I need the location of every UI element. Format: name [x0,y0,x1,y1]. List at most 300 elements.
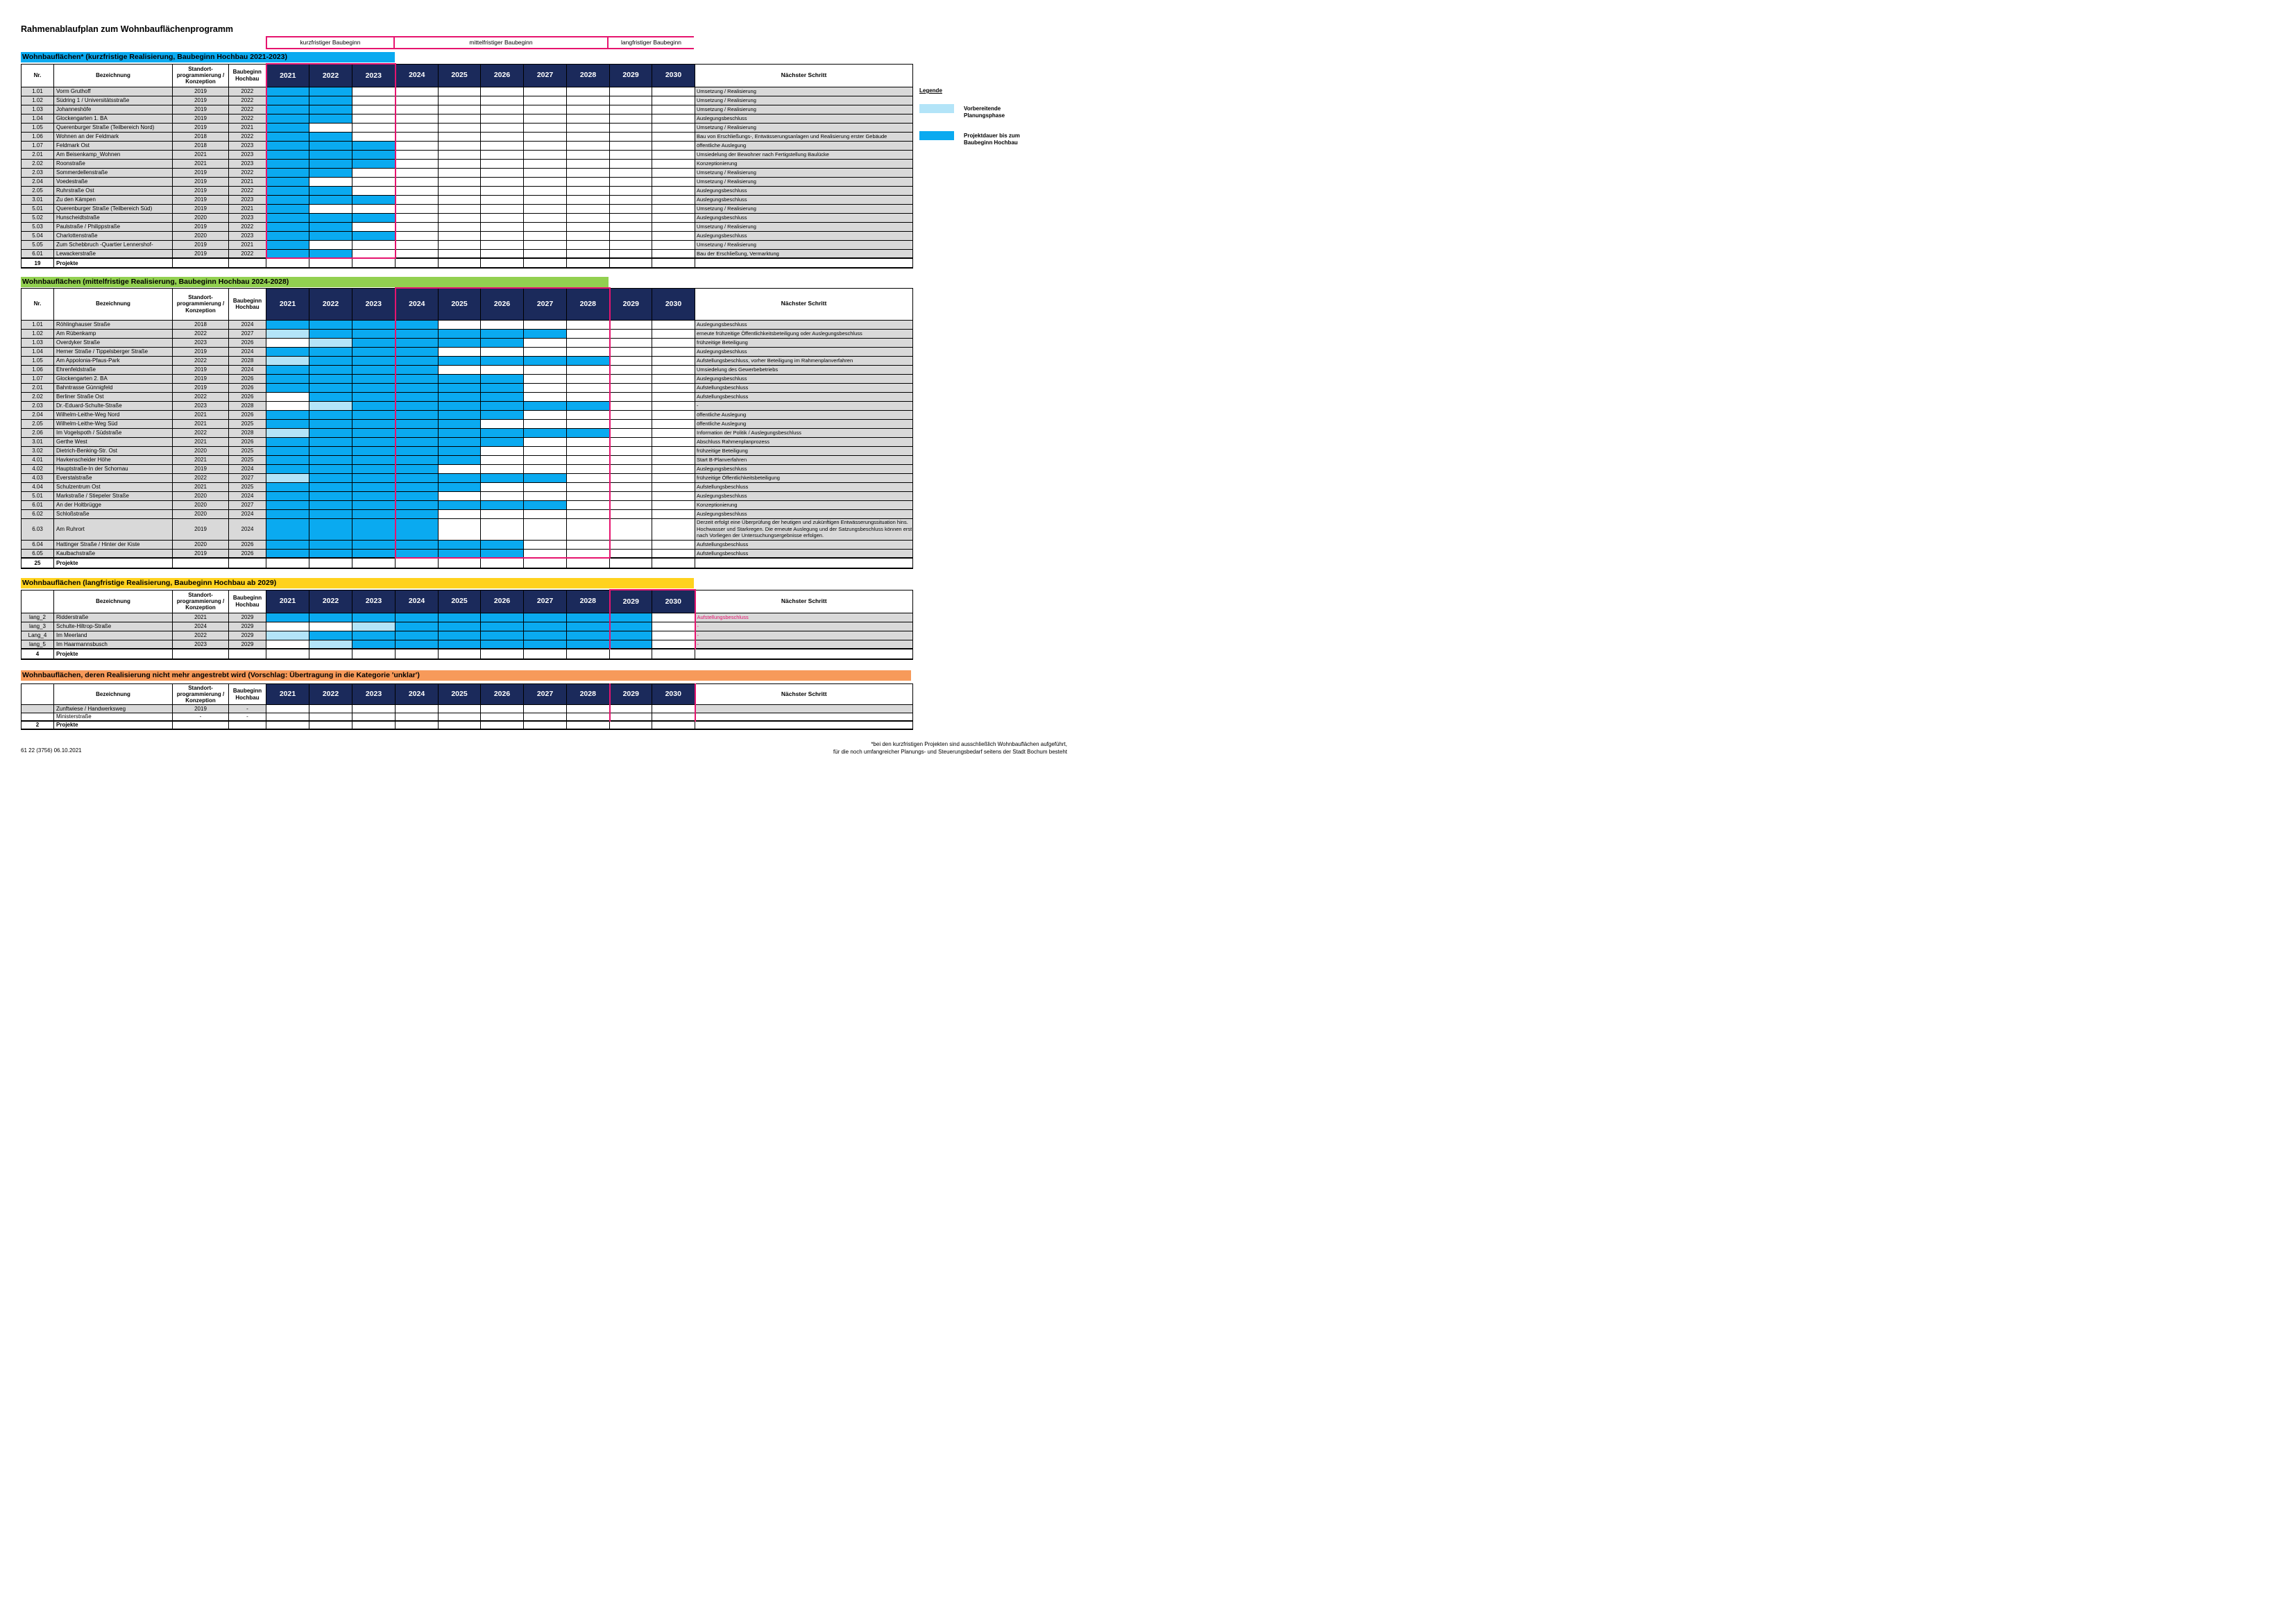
row-baubeginn: 2023 [229,213,266,222]
col-header-year-2023: 2023 [352,288,396,320]
timeline-cell-2030 [652,428,695,437]
row-nr: 1.04 [22,114,54,123]
row-standort: 2019 [173,249,229,258]
timeline-cell-2023 [352,240,396,249]
timeline-cell-2026 [481,96,524,105]
table-total-row [22,558,913,568]
timeline-cell-2029 [610,114,652,123]
col-header-year-2024: 2024 [396,64,439,87]
row-next-step: Umsetzung / Realisierung [695,96,913,105]
timeline-cell-2026 [481,464,524,473]
timeline-cell-2024 [396,249,439,258]
row-name: Im Vogelspoth / Südstraße [54,428,173,437]
total-empty [309,558,352,568]
row-nr: 6.05 [22,549,54,558]
col-header-year-2028: 2028 [567,64,610,87]
timeline-cell-2027 [524,464,567,473]
timeline-cell-2029 [610,96,652,105]
timeline-cell-2021 [266,491,309,500]
timeline-cell-2027 [524,473,567,482]
timeline-cell-2024 [396,401,439,410]
timeline-cell-2029 [610,231,652,240]
total-empty [695,649,913,659]
timeline-cell-2025 [439,114,481,123]
timeline-cell-2030 [652,455,695,464]
timeline-cell-2025 [439,518,481,540]
timeline-cell-2024 [396,87,439,96]
timeline-cell-2024 [396,383,439,392]
table-total-row [22,721,913,729]
timeline-cell-2030 [652,549,695,558]
col-header-year-2025: 2025 [439,590,481,613]
timeline-cell-2022 [309,186,352,195]
total-empty [610,721,652,729]
legend-label-project: Projektdauer bis zum Baubeginn Hochbau [964,133,1020,146]
row-nr: 2.03 [22,168,54,177]
timeline-cell-2028 [567,123,610,132]
row-baubeginn: 2028 [229,401,266,410]
timeline-cell-2024 [396,347,439,356]
timeline-cell-2022 [309,249,352,258]
row-baubeginn: 2023 [229,150,266,159]
timeline-cell-2027 [524,410,567,419]
row-baubeginn: 2023 [229,195,266,204]
timeline-cell-2030 [652,186,695,195]
timeline-cell-2023 [352,713,396,721]
timeline-cell-2024 [396,204,439,213]
table-row [22,168,913,177]
timeline-cell-2025 [439,159,481,168]
row-standort: 2019 [173,705,229,713]
table-row [22,320,913,329]
timeline-cell-2026 [481,518,524,540]
timeline-cell-2027 [524,141,567,150]
col-header-year-2028: 2028 [567,288,610,320]
timeline-cell-2028 [567,240,610,249]
row-nr: 4.01 [22,455,54,464]
row-nr: 2.01 [22,383,54,392]
timeline-cell-2022 [309,222,352,231]
timeline-cell-2027 [524,705,567,713]
timeline-cell-2027 [524,446,567,455]
row-nr: 3.01 [22,437,54,446]
timeline-cell-2023 [352,320,396,329]
col-header-year-2022: 2022 [309,64,352,87]
timeline-cell-2022 [309,540,352,549]
timeline-cell-2026 [481,446,524,455]
timeline-cell-2028 [567,114,610,123]
total-empty [652,558,695,568]
row-next-step: Umsetzung / Realisierung [695,105,913,114]
row-next-step: Information der Politik / Auslegungsbeschluss [695,428,913,437]
footnote [833,740,1067,756]
timeline-cell-2030 [652,437,695,446]
timeline-cell-2023 [352,177,396,186]
timeline-cell-2023 [352,329,396,338]
row-name: Markstraße / Stiepeler Straße [54,491,173,500]
timeline-cell-2029 [610,491,652,500]
timeline-cell-2029 [610,177,652,186]
timeline-cell-2023 [352,338,396,347]
total-empty [567,558,610,568]
row-standort: 2022 [173,329,229,338]
timeline-cell-2027 [524,374,567,383]
timeline-cell-2027 [524,186,567,195]
timeline-cell-2030 [652,168,695,177]
total-empty [396,258,439,268]
row-next-step: Aufstellungsbeschluss, vorher Beteiligung im Rahmenplanverfahren [695,356,913,365]
timeline-cell-2027 [524,168,567,177]
timeline-cell-2022 [309,159,352,168]
timeline-cell-2022 [309,473,352,482]
timeline-cell-2029 [610,132,652,141]
col-header-year-2026: 2026 [481,590,524,613]
timeline-cell-2021 [266,509,309,518]
total-empty [610,558,652,568]
col-header-year-2024: 2024 [396,684,439,705]
timeline-cell-2030 [652,338,695,347]
timeline-cell-2023 [352,105,396,114]
row-nr: 5.01 [22,204,54,213]
col-header-baubeginn: Baubeginn Hochbau [229,64,266,87]
row-baubeginn: 2024 [229,509,266,518]
timeline-cell-2025 [439,419,481,428]
row-nr: 1.06 [22,132,54,141]
total-empty [567,258,610,268]
row-next-step: Umsetzung / Realisierung [695,177,913,186]
row-next-step: Auslegungsbeschluss [695,114,913,123]
project-table-1 [21,287,913,569]
row-baubeginn: 2025 [229,419,266,428]
row-nr: Lang_4 [22,631,54,640]
row-standort: 2019 [173,114,229,123]
timeline-cell-2025 [439,622,481,631]
row-name: Im Haarmannsbusch [54,640,173,649]
timeline-cell-2025 [439,446,481,455]
timeline-cell-2023 [352,204,396,213]
timeline-cell-2023 [352,410,396,419]
total-empty [695,558,913,568]
row-baubeginn: 2021 [229,177,266,186]
timeline-cell-2026 [481,631,524,640]
phase-long: langfristiger Baubeginn [607,36,694,49]
total-label: Projekte [54,558,173,568]
col-header-year-2028: 2028 [567,590,610,613]
row-name: Im Meerland [54,631,173,640]
col-header-year-2022: 2022 [309,684,352,705]
timeline-cell-2028 [567,437,610,446]
timeline-cell-2024 [396,96,439,105]
timeline-cell-2028 [567,491,610,500]
timeline-cell-2028 [567,329,610,338]
row-name: Herner Straße / Tippelsberger Straße [54,347,173,356]
table-row [22,401,913,410]
timeline-cell-2027 [524,622,567,631]
timeline-cell-2021 [266,338,309,347]
legend-label-planning: Vorbereitende Planungsphase [964,105,1005,119]
row-standort: 2020 [173,509,229,518]
row-nr: 3.02 [22,446,54,455]
timeline-cell-2026 [481,204,524,213]
timeline-cell-2024 [396,186,439,195]
row-nr: 1.06 [22,365,54,374]
timeline-cell-2021 [266,401,309,410]
row-standort: 2019 [173,96,229,105]
row-next-step: Umsetzung / Realisierung [695,123,913,132]
row-baubeginn: 2023 [229,159,266,168]
timeline-cell-2029 [610,549,652,558]
row-name: Glockengarten 1. BA [54,114,173,123]
timeline-cell-2025 [439,613,481,622]
row-name: Ehrenfeldstraße [54,365,173,374]
row-standort: 2018 [173,132,229,141]
row-standort: 2024 [173,622,229,631]
timeline-cell-2029 [610,150,652,159]
total-empty [524,258,567,268]
total-count: 2 [22,721,54,729]
timeline-cell-2025 [439,428,481,437]
timeline-cell-2022 [309,705,352,713]
row-next-step: erneute frühzeitige Öffentlichkeitsbeteiligung oder Auslegungsbeschluss [695,329,913,338]
timeline-cell-2021 [266,383,309,392]
total-empty [396,721,439,729]
row-next-step: Auslegungsbeschluss [695,347,913,356]
row-standort: 2020 [173,540,229,549]
table-row [22,374,913,383]
timeline-cell-2030 [652,622,695,631]
timeline-cell-2029 [610,87,652,96]
timeline-cell-2026 [481,401,524,410]
total-empty [229,558,266,568]
timeline-cell-2025 [439,168,481,177]
timeline-cell-2024 [396,549,439,558]
total-empty [610,258,652,268]
timeline-cell-2027 [524,96,567,105]
row-baubeginn: 2023 [229,141,266,150]
row-name: Charlottenstraße [54,231,173,240]
timeline-cell-2021 [266,713,309,721]
row-next-step: Derzeit erfolgt eine Überprüfung der heutigen und zukünftigen Entwässerungssituation hins. Hochwasser und Starkregen. Die erneute Auslegung und der Satzungsbeschluss können erst nach Vorliegen der Untersuchungsergebnisse erfolgen. [695,518,913,540]
table-row [22,540,913,549]
row-baubeginn: 2021 [229,123,266,132]
row-next-step: Umsetzung / Realisierung [695,87,913,96]
timeline-cell-2027 [524,419,567,428]
timeline-cell-2022 [309,123,352,132]
row-baubeginn: 2027 [229,500,266,509]
table-row [22,222,913,231]
table-row [22,123,913,132]
timeline-cell-2023 [352,549,396,558]
timeline-cell-2022 [309,168,352,177]
table-row [22,613,913,622]
total-empty [309,258,352,268]
col-header-year-2021: 2021 [266,590,309,613]
row-baubeginn: 2029 [229,613,266,622]
timeline-cell-2027 [524,713,567,721]
section-title-2: Wohnbauflächen (langfristige Realisierung, Baubeginn Hochbau ab 2029) [21,578,694,588]
timeline-cell-2024 [396,509,439,518]
timeline-cell-2025 [439,401,481,410]
phase-short: kurzfristiger Baubeginn [266,36,395,49]
timeline-cell-2025 [439,150,481,159]
timeline-cell-2023 [352,186,396,195]
table-header-row [22,64,913,87]
timeline-cell-2029 [610,392,652,401]
timeline-cell-2023 [352,613,396,622]
timeline-cell-2024 [396,713,439,721]
row-name: Wilhelm-Leithe-Weg Süd [54,419,173,428]
row-baubeginn: 2026 [229,410,266,419]
timeline-cell-2025 [439,500,481,509]
timeline-cell-2023 [352,473,396,482]
timeline-cell-2024 [396,231,439,240]
table-row [22,249,913,258]
col-header-year-2030: 2030 [652,684,695,705]
timeline-cell-2021 [266,705,309,713]
timeline-cell-2021 [266,446,309,455]
footnote-line-2: für die noch umfangreicher Planungs- und Steuerungsbedarf seitens der Stadt Bochum besteht [833,749,1067,756]
total-empty [266,258,309,268]
timeline-cell-2028 [567,549,610,558]
row-next-step: Umsetzung / Realisierung [695,240,913,249]
timeline-cell-2023 [352,249,396,258]
row-standort: 2019 [173,222,229,231]
row-name: Ministerstraße [54,713,173,721]
timeline-cell-2024 [396,500,439,509]
timeline-cell-2030 [652,222,695,231]
row-standort: 2021 [173,455,229,464]
total-empty [695,258,913,268]
table-header-row [22,684,913,705]
row-baubeginn: 2026 [229,383,266,392]
row-nr: 1.03 [22,105,54,114]
timeline-cell-2023 [352,419,396,428]
row-standort: - [173,713,229,721]
timeline-cell-2021 [266,114,309,123]
total-empty [266,558,309,568]
total-label: Projekte [54,721,173,729]
timeline-cell-2022 [309,96,352,105]
timeline-cell-2028 [567,213,610,222]
timeline-cell-2025 [439,631,481,640]
timeline-cell-2023 [352,347,396,356]
timeline-cell-2022 [309,713,352,721]
row-next-step: frühzeitige Beteiligung [695,338,913,347]
timeline-cell-2026 [481,482,524,491]
row-next-step: Auslegungsbeschluss [695,186,913,195]
timeline-cell-2026 [481,640,524,649]
row-next-step: Auslegungsbeschluss [695,464,913,473]
timeline-cell-2025 [439,374,481,383]
table-row [22,177,913,186]
row-nr: 1.07 [22,141,54,150]
timeline-cell-2029 [610,374,652,383]
timeline-cell-2024 [396,222,439,231]
timeline-cell-2027 [524,213,567,222]
timeline-cell-2030 [652,464,695,473]
table-row [22,392,913,401]
col-header-year-2021: 2021 [266,684,309,705]
row-nr: 2.04 [22,410,54,419]
timeline-cell-2021 [266,549,309,558]
row-nr: 5.04 [22,231,54,240]
timeline-cell-2022 [309,338,352,347]
timeline-cell-2022 [309,464,352,473]
col-header-year-2029: 2029 [610,64,652,87]
row-baubeginn: 2021 [229,204,266,213]
project-table-0 [21,63,913,269]
total-empty [352,258,396,268]
timeline-cell-2028 [567,455,610,464]
timeline-cell-2026 [481,491,524,500]
timeline-cell-2025 [439,204,481,213]
timeline-cell-2027 [524,540,567,549]
timeline-cell-2027 [524,123,567,132]
table-row [22,150,913,159]
timeline-cell-2029 [610,473,652,482]
timeline-cell-2029 [610,705,652,713]
total-count: 4 [22,649,54,659]
row-nr: 6.03 [22,518,54,540]
timeline-cell-2030 [652,500,695,509]
table-row [22,482,913,491]
timeline-cell-2028 [567,177,610,186]
total-empty [229,721,266,729]
total-count: 25 [22,558,54,568]
row-name: Feldmark Ost [54,141,173,150]
total-empty [524,558,567,568]
timeline-cell-2030 [652,141,695,150]
timeline-cell-2021 [266,455,309,464]
timeline-cell-2022 [309,320,352,329]
row-nr: 2.04 [22,177,54,186]
row-next-step: Umsetzung / Realisierung [695,222,913,231]
timeline-cell-2026 [481,428,524,437]
timeline-cell-2026 [481,123,524,132]
timeline-cell-2025 [439,383,481,392]
timeline-cell-2025 [439,473,481,482]
timeline-cell-2021 [266,249,309,258]
row-baubeginn: 2026 [229,338,266,347]
row-standort: 2019 [173,464,229,473]
timeline-cell-2028 [567,159,610,168]
timeline-cell-2023 [352,114,396,123]
timeline-cell-2024 [396,123,439,132]
timeline-cell-2025 [439,123,481,132]
timeline-cell-2027 [524,132,567,141]
row-nr: 4.03 [22,473,54,482]
timeline-cell-2028 [567,392,610,401]
row-name: Everstalstraße [54,473,173,482]
row-baubeginn: 2022 [229,87,266,96]
col-header-year-2026: 2026 [481,288,524,320]
row-baubeginn: 2022 [229,186,266,195]
timeline-cell-2021 [266,392,309,401]
row-standort: 2019 [173,365,229,374]
row-nr: 1.05 [22,123,54,132]
row-nr: 5.03 [22,222,54,231]
timeline-cell-2029 [610,347,652,356]
row-nr: 1.04 [22,347,54,356]
timeline-cell-2021 [266,177,309,186]
timeline-cell-2030 [652,204,695,213]
timeline-cell-2023 [352,464,396,473]
timeline-cell-2025 [439,713,481,721]
timeline-cell-2029 [610,222,652,231]
row-nr: 1.01 [22,320,54,329]
timeline-cell-2023 [352,437,396,446]
timeline-cell-2030 [652,87,695,96]
